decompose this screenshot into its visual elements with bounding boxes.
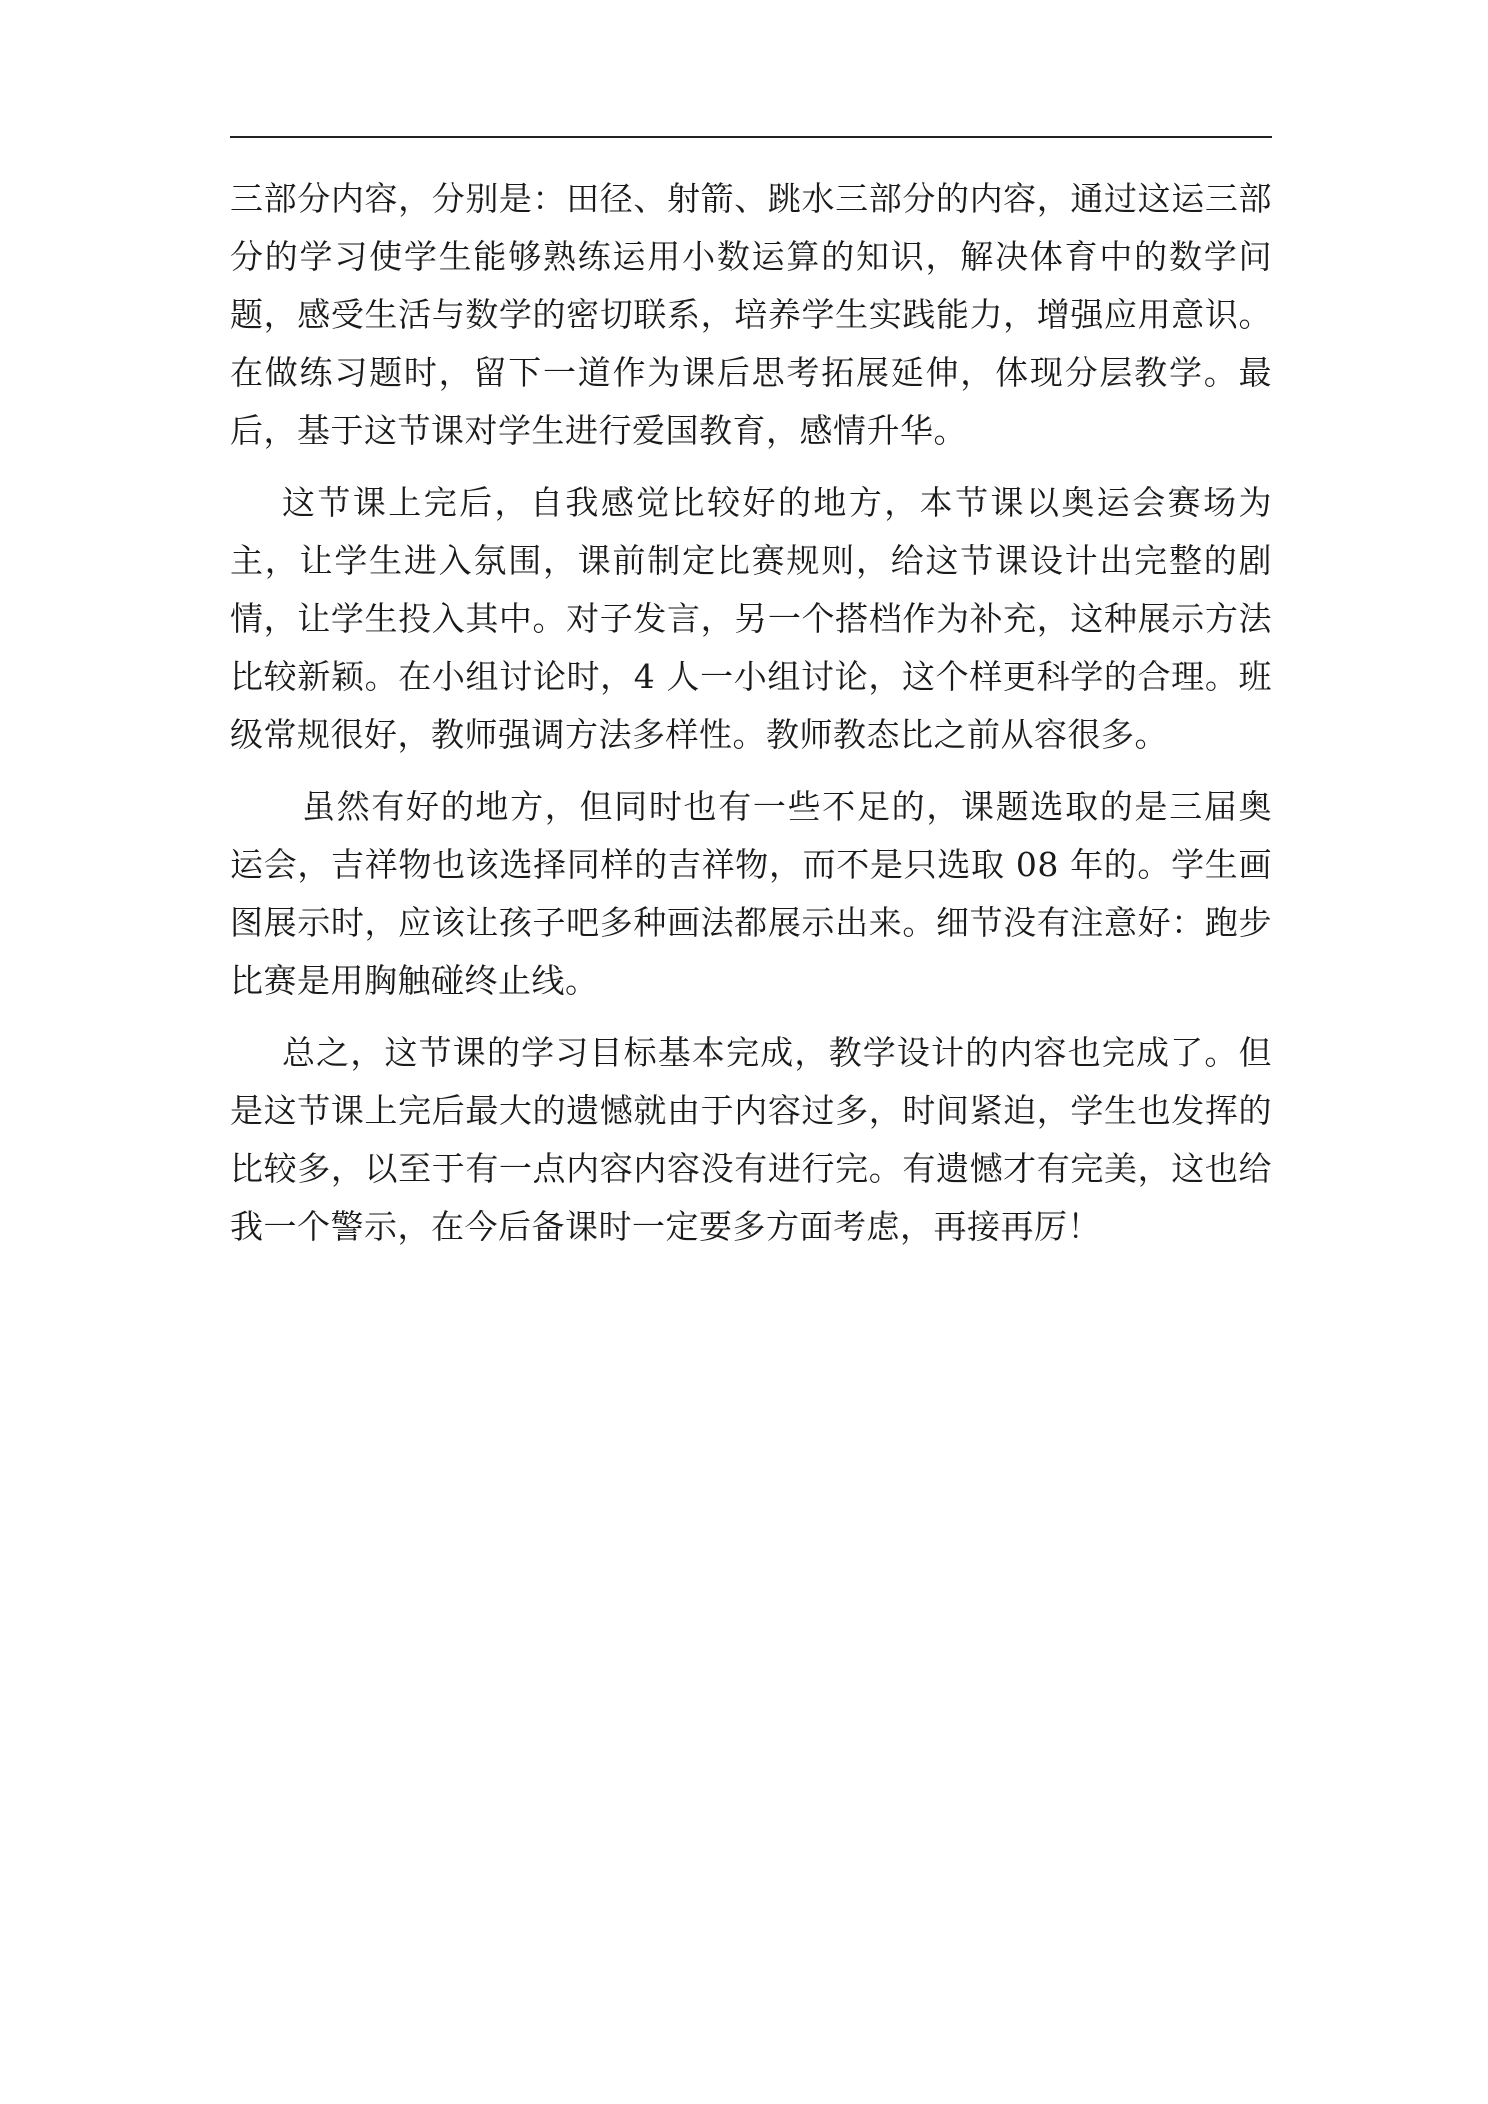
paragraph-3: 虽然有好的地方，但同时也有一些不足的，课题选取的是三届奥运会，吉祥物也该选择同样的吉祥物，而不是只选取 08 年的。学生画图展示时，应该让孩子吧多种画法都展示出来。细节没有注意好：跑步比赛是用胸触碰终止线。 (230, 787, 1272, 1000)
document-body (230, 170, 1272, 1256)
paragraph-2: 这节课上完后，自我感觉比较好的地方，本节课以奥运会赛场为主，让学生进入氛围，课前制定比赛规则，给这节课设计出完整的剧情，让学生投入其中。对子发言，另一个搭档作为补充，这种展示方法比较新颖。在小组讨论时，4 人一小组讨论，这个样更科学的合理。班级常规很好，教师强调方法多样性。教师教态比之前从容很多。 (230, 483, 1272, 754)
paragraph-1: 三部分内容，分别是：田径、射箭、跳水三部分的内容，通过这运三部分的学习使学生能够熟练运用小数运算的知识，解决体育中的数学问题，感受生活与数学的密切联系，培养学生实践能力，增强应用意识。在做练习题时，留下一道作为课后思考拓展延伸，体现分层教学。最后，基于这节课对学生进行爱国教育，感情升华。 (230, 179, 1272, 450)
header-rule (230, 136, 1272, 138)
paragraph-4: 总之，这节课的学习目标基本完成，教学设计的内容也完成了。但是这节课上完后最大的遗憾就由于内容过多，时间紧迫，学生也发挥的比较多，以至于有一点内容内容没有进行完。有遗憾才有完美，这也给我一个警示，在今后备课时一定要多方面考虑，再接再厉！ (230, 1033, 1272, 1246)
